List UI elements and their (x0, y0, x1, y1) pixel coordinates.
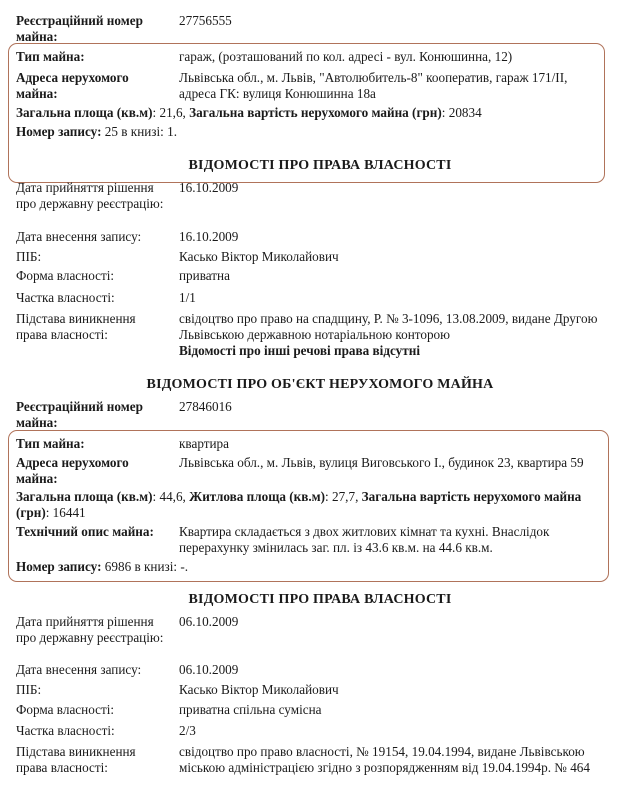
area-label: Загальна площа (кв.м) (16, 105, 153, 120)
owner-name-label-2: ПІБ: (16, 682, 42, 697)
decision-date-label: Дата прийняття рішення про державну реєстрацію: (16, 180, 164, 211)
living-area-value: : 27,7, (325, 489, 362, 504)
owner-name-label: ПІБ: (16, 249, 42, 264)
reg-number-label-2: Реєстраційний номер майна: (16, 399, 143, 430)
decision-date-value: 16.10.2009 (179, 180, 239, 195)
ownership-form-value-2: приватна спільна сумісна (179, 702, 322, 717)
ownership-form-label: Форма власності: (16, 268, 115, 283)
property-type-label: Тип майна: (16, 49, 85, 64)
cost-value-2: : 16441 (45, 505, 86, 520)
ownership-rights-heading: ВІДОМОСТІ ПРО ПРАВА ВЛАСНОСТІ (188, 158, 452, 173)
tech-description-value: Квартира складається з двох житлових кімнат та кухні. Внаслідок перерахунку змінилась заг. пл. із 43.6 кв.м. на 44.6 кв.м. (179, 524, 550, 555)
property-type-label-2: Тип майна: (16, 436, 85, 451)
other-rights-note: Відомості про інші речові права відсутні (179, 343, 420, 358)
ownership-share-value-2: 2/3 (179, 723, 196, 738)
entry-value-2: 6986 в книзі: -. (101, 559, 189, 574)
cost-label-2: Загальна вартість нерухомого майна (грн) (16, 489, 582, 520)
tech-description-label: Технічний опис майна: (16, 524, 154, 539)
ownership-rights-heading-2: ВІДОМОСТІ ПРО ПРАВА ВЛАСНОСТІ (188, 592, 452, 607)
owner-name-value: Касько Віктор Миколайович (179, 249, 339, 264)
property-type-value-2: квартира (179, 436, 230, 451)
cost-value: : 20834 (441, 105, 482, 120)
decision-date-label-2: Дата прийняття рішення про державну реєстрацію: (16, 614, 164, 645)
ownership-basis-value: свідоцтво про право на спадщину, Р. № 3-1096, 13.08.2009, видане Другою Львівською державною нотаріальною конторою (179, 311, 598, 342)
property-type-value: гараж, (розташований по кол. адресі - вул. Конюшинна, 12) (179, 49, 513, 64)
ownership-form-label-2: Форма власності: (16, 702, 115, 717)
owner-name-value-2: Касько Віктор Миколайович (179, 682, 339, 697)
ownership-share-label-2: Частка власності: (16, 723, 115, 738)
entry-value: 25 в книзі: 1. (101, 124, 178, 139)
area-value: : 21,6, (152, 105, 190, 120)
ownership-basis-value-2: свідоцтво про право власності, № 19154, 19.04.1994, видане Львівською міською адміністрацією згідно з розпорядженням від 19.04.1994р. № 464 (179, 744, 590, 775)
entry-label: Номер запису: (16, 124, 102, 139)
entry-date-label-2: Дата внесення запису: (16, 662, 142, 677)
entry-line (16, 124, 626, 140)
property-address-value: Львівська обл., м. Львів, "Автолюбитель-8" кооператив, гараж 171/II, адреса ГК: вулиця Конюшинна 18а (179, 70, 568, 101)
entry-label-2: Номер запису: (16, 559, 102, 574)
ownership-basis-label: Підстава виникнення права власності: (16, 311, 136, 342)
entry-date-label: Дата внесення запису: (16, 229, 142, 244)
entry-line-2 (16, 559, 626, 575)
area-cost-line (16, 105, 626, 121)
ownership-share-label: Частка власності: (16, 290, 115, 305)
ownership-form-value: приватна (179, 268, 230, 283)
area-value-2: : 44,6, (152, 489, 190, 504)
reg-number-value: 27756555 (179, 13, 232, 28)
ownership-share-value: 1/1 (179, 290, 196, 305)
property-object-heading: ВІДОМОСТІ ПРО ОБ'ЄКТ НЕРУХОМОГО МАЙНА (146, 377, 494, 392)
area-cost-line-2 (16, 489, 601, 521)
living-area-label: Житлова площа (кв.м) (189, 489, 326, 504)
property-address-value-2: Львівська обл., м. Львів, вулиця Виговського І., будинок 23, квартира 59 (179, 455, 584, 470)
cost-label: Загальна вартість нерухомого майна (грн) (189, 105, 442, 120)
property-address-label: Адреса нерухомого майна: (16, 70, 129, 101)
property-address-label-2: Адреса нерухомого майна: (16, 455, 129, 486)
area-label-2: Загальна площа (кв.м) (16, 489, 153, 504)
entry-date-value: 16.10.2009 (179, 229, 239, 244)
entry-date-value-2: 06.10.2009 (179, 662, 239, 677)
reg-number-value-2: 27846016 (179, 399, 232, 414)
ownership-basis-label-2: Підстава виникнення права власності: (16, 744, 136, 775)
decision-date-value-2: 06.10.2009 (179, 614, 239, 629)
reg-number-label: Реєстраційний номер майна: (16, 13, 143, 44)
